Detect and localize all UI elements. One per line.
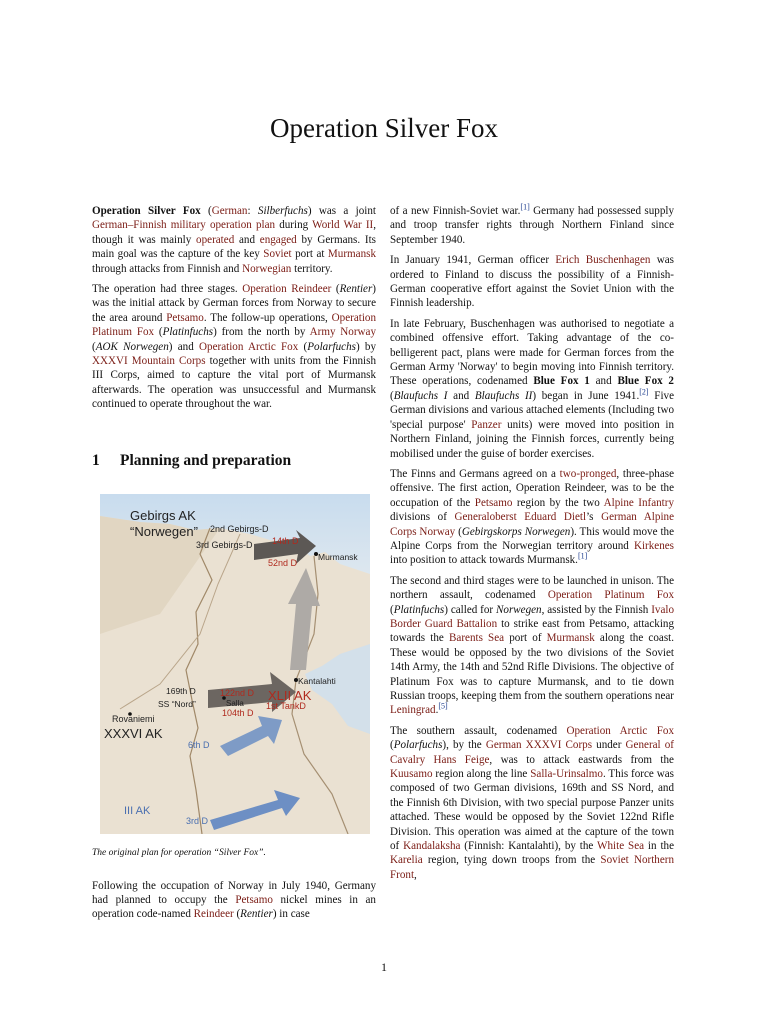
- operation-map: [100, 494, 370, 834]
- text-run: ) was the initial attack by German forces from Norway to secure the area around: [92, 283, 376, 324]
- wiki-link[interactable]: German–Finnish military operation plan: [92, 219, 276, 232]
- text-run: Operation Silver Fox: [92, 205, 201, 217]
- wiki-link[interactable]: operated: [196, 233, 235, 246]
- text-run: , though it was mainly: [92, 219, 376, 246]
- text-run: . The follow-up operations,: [203, 311, 332, 324]
- text-run: ), by the: [442, 739, 486, 752]
- text-run: Platinfuchs: [162, 326, 214, 339]
- text-run: Polarfuchs: [307, 340, 356, 353]
- citation-link[interactable]: [1]: [577, 551, 588, 561]
- text-run: (: [331, 283, 340, 296]
- text-run: divisions of: [390, 511, 455, 524]
- text-run: (: [390, 389, 394, 402]
- page-number: 1: [381, 960, 387, 974]
- text-run: .: [435, 704, 439, 717]
- text-run: port at: [291, 248, 328, 261]
- text-run: Blue Fox 2: [617, 375, 674, 388]
- wiki-link[interactable]: Kirkenes: [633, 539, 674, 552]
- text-run: . This force was composed of two German divisions, 169th and SS Nord, and the Finnish 6th Division, with two special purpose Panzer units attached. These would be opposed by the Soviet 122nd Rifle Division. This operation was aimed at the capture of the town of: [390, 768, 674, 853]
- wiki-link[interactable]: Norwegian: [242, 262, 292, 275]
- wiki-link[interactable]: Kandalaksha: [403, 840, 461, 853]
- map-1st-tankd: 1st TankD: [266, 701, 306, 712]
- map-murmansk: Murmansk: [318, 552, 358, 563]
- wiki-link[interactable]: Petsamo: [166, 311, 204, 324]
- wiki-link[interactable]: Erich Buschenhagen: [555, 254, 651, 267]
- text-run: territory.: [291, 262, 333, 275]
- wiki-link[interactable]: Salla-Urinsalmo: [530, 768, 603, 781]
- text-run: was ordered to Finland to discuss the possibility of a Finnish-German cooperative effort against the Soviet Union with the Finnish leadership.: [390, 254, 674, 310]
- text-run: ) was a joint: [307, 205, 376, 217]
- map-xxxvi-ak: XXXVI AK: [104, 726, 163, 742]
- map-104th-d: 104th D: [222, 708, 254, 719]
- text-run: Blaufuchs II: [474, 389, 533, 402]
- text-run: :: [247, 205, 258, 217]
- wiki-link[interactable]: Operation Arctic Fox: [566, 724, 674, 737]
- text-run: (: [390, 739, 394, 752]
- text-run: Blue Fox 1: [533, 375, 590, 388]
- text-run: ) began in June 1941.: [532, 389, 640, 402]
- map-salla: Salla: [226, 699, 244, 709]
- platinum-fox-paragraph: [390, 574, 674, 718]
- text-run: Blaufuchs I: [393, 389, 448, 402]
- text-run: region by the two: [512, 496, 604, 509]
- wiki-link[interactable]: White Sea: [597, 840, 645, 853]
- text-run: (: [154, 326, 163, 339]
- map-6th-d: 6th D: [188, 740, 210, 751]
- intro-paragraph: [92, 204, 376, 276]
- wiki-link[interactable]: two-pronged: [559, 467, 617, 480]
- text-run: port of: [504, 632, 547, 645]
- map-3rd-d: 3rd D: [186, 816, 209, 827]
- map-gebirgs-ak: Gebirgs AK: [130, 508, 196, 524]
- text-run: Norwegen: [496, 603, 542, 616]
- wiki-link[interactable]: Karelia: [390, 854, 423, 867]
- map-kantalahti: Kantalahti: [298, 676, 336, 687]
- text-run: ) and: [168, 340, 200, 353]
- text-run: in the: [644, 840, 674, 853]
- text-run: AOK Norwegen: [95, 340, 169, 353]
- text-run: nickel mines in an operation code-named: [92, 893, 376, 921]
- wiki-link[interactable]: Kuusamo: [390, 768, 433, 781]
- text-run: The operation had three stages.: [92, 283, 243, 296]
- text-run: (: [233, 908, 241, 921]
- text-run: The second and third stages were to be launched in unison. The northern assault, codenamed: [390, 574, 674, 602]
- map-14th-d: 14th D: [272, 536, 299, 547]
- supply-paragraph: [390, 204, 674, 247]
- text-run: (: [390, 603, 394, 616]
- text-run: , assisted by the Finnish: [541, 603, 652, 616]
- section-title: Planning and preparation: [120, 451, 292, 469]
- wiki-link[interactable]: Army Norway: [309, 326, 377, 339]
- right-column: [390, 204, 674, 888]
- citation-link[interactable]: [2]: [639, 387, 649, 397]
- wiki-link[interactable]: Leningrad: [390, 704, 436, 717]
- text-run: and: [589, 375, 618, 388]
- wiki-link[interactable]: Petsamo: [235, 893, 273, 906]
- text-run: ) from the north by: [213, 326, 310, 339]
- text-run: The Finns and Germans agreed on a: [390, 467, 560, 480]
- wiki-link[interactable]: Panzer: [471, 418, 502, 431]
- wiki-link[interactable]: General of Cavalry Hans Feige: [390, 739, 674, 766]
- text-run: (: [455, 525, 462, 538]
- text-run: ) called for: [444, 603, 496, 616]
- text-run: (: [92, 340, 96, 353]
- map-ss-nord: SS “Nord”: [158, 699, 196, 710]
- text-run: ) in case: [272, 908, 310, 921]
- wiki-link[interactable]: Operation Platinum Fox: [547, 589, 674, 602]
- text-run: to strike east from Petsamo, attacking towards the: [390, 617, 674, 645]
- text-run: region, tying down troops from the: [422, 854, 601, 867]
- wiki-link[interactable]: German: [211, 205, 248, 217]
- text-run: (Finnish: Kantalahti), by the: [460, 840, 598, 853]
- wiki-link[interactable]: Reindeer: [193, 908, 234, 921]
- map-2nd-gebirgs: 2nd Gebirgs-D: [210, 524, 269, 535]
- text-run: into position to attack towards Murmansk.: [390, 554, 578, 567]
- text-run: of a new Finnish-Soviet war.: [390, 205, 521, 217]
- map-52nd-d: 52nd D: [268, 558, 298, 569]
- wiki-link[interactable]: engaged: [259, 233, 297, 246]
- left-column: [92, 204, 376, 928]
- text-run: by Germans. Its main goal was the capture of the key: [92, 233, 376, 261]
- text-run: In January 1941, German officer: [390, 254, 556, 267]
- buschenhagen-paragraph: [390, 253, 674, 311]
- text-run: region along the line: [432, 768, 531, 781]
- map-169th-d: 169th D: [166, 686, 196, 697]
- offensive-paragraph: [390, 467, 674, 568]
- map-122nd-d: 122nd D: [220, 688, 255, 699]
- page-title: Operation Silver Fox: [270, 113, 498, 143]
- section-number: 1: [92, 451, 100, 469]
- wiki-link[interactable]: World War II: [312, 219, 374, 232]
- text-run: Following the occupation of Norway in July 1940, Germany had planned to occupy the: [92, 879, 376, 906]
- text-run: under: [592, 739, 626, 752]
- wiki-link[interactable]: Operation Arctic Fox: [199, 340, 299, 353]
- map-caption: The original plan for operation “Silver Fox”.: [92, 848, 266, 859]
- wiki-link[interactable]: German XXXVI Corps: [485, 739, 593, 752]
- stages-paragraph: [92, 282, 376, 412]
- map-xlii-ak: XLII AK: [268, 688, 312, 704]
- wiki-link[interactable]: Petsamo: [474, 496, 513, 509]
- wiki-link[interactable]: German Alpine Corps Norway: [390, 511, 674, 538]
- text-run: , was to attack eastwards from the: [489, 753, 674, 766]
- text-run: In late February, Buschenhagen was authorised to negotiate a combined offensive effort. Taking advantage of the co-belligerent pact, plans were made for German forces from the German Army 'Norway' to begin moving into Finnish territory. These operations, codenamed: [390, 317, 674, 388]
- wiki-link[interactable]: Murmansk: [327, 248, 376, 261]
- arctic-fox-paragraph: [390, 724, 674, 882]
- map-iii-ak: III AK: [124, 805, 151, 818]
- text-run: together with units from the Finnish III Corps, aimed to capture the vital port of Murmansk afterwards. The operation was unsuccessful and Murmansk continued to operate throughout the war.: [92, 355, 376, 411]
- citation-link[interactable]: [1]: [520, 202, 530, 212]
- map-rovaniemi: Rovaniemi: [112, 714, 155, 725]
- text-run: (: [200, 205, 212, 217]
- text-run: ) by: [355, 340, 376, 353]
- text-run: units) were moved into position in Northern Finland, joining the Finnish forces, currently being mobilised under the guise of border exercises.: [390, 418, 675, 460]
- wiki-link[interactable]: Generaloberst Eduard Dietl: [454, 511, 587, 524]
- text-run: ,: [414, 868, 417, 881]
- text-run: The southern assault, codenamed: [390, 724, 567, 737]
- text-run: and: [447, 389, 475, 402]
- text-run: , three-phase offensive. The first action, Operation Reindeer, was to be the occupation of the: [390, 467, 675, 509]
- text-run: Rentier: [339, 283, 373, 296]
- text-run: Platinfuchs: [393, 603, 445, 616]
- blue-fox-paragraph: [390, 317, 674, 461]
- wiki-link[interactable]: Soviet: [263, 248, 292, 261]
- wiki-link[interactable]: Barents Sea: [449, 632, 505, 645]
- text-run: and: [234, 233, 260, 246]
- wiki-link[interactable]: Operation Reindeer: [242, 283, 332, 296]
- citation-link[interactable]: [5]: [438, 701, 448, 711]
- text-run: through attacks from Finnish and: [92, 262, 243, 275]
- map-3rd-gebirgs: 3rd Gebirgs-D: [196, 540, 253, 551]
- text-run: ). This would move the Alpine Corps from the Norwegian territory around: [390, 525, 674, 552]
- text-run: ’s: [586, 511, 602, 524]
- text-run: Germany had possessed supply and troop transfer rights through Northern Finland since September 1940.: [390, 205, 674, 246]
- map-norwegen: “Norwegen”: [130, 524, 198, 540]
- map-figure: [100, 494, 370, 834]
- text-run: Gebirgskorps Norwegen: [461, 525, 571, 538]
- wiki-link[interactable]: Soviet Northern Front: [390, 854, 674, 881]
- text-run: (: [298, 340, 308, 353]
- wiki-link[interactable]: Ivalo Border Guard Battalion: [390, 603, 675, 630]
- text-run: Rentier: [240, 908, 273, 921]
- wiki-link[interactable]: Operation Platinum Fox: [92, 311, 376, 339]
- text-run: Silberfuchs: [257, 205, 308, 217]
- text-run: Polarfuchs: [393, 739, 443, 752]
- wiki-link[interactable]: Alpine Infantry: [603, 496, 674, 509]
- occupation-paragraph: [92, 879, 376, 922]
- wiki-link[interactable]: XXXVI Mountain Corps: [92, 355, 206, 368]
- text-run: along the coast. These would be opposed by the two divisions of the Soviet 14th Army, the 14th and 52nd Rifle Divisions. The objective of Platinum Fox was to capture Murmansk, and to tie down Russian troops, keeping them from the southern operations near: [390, 632, 674, 702]
- wiki-link[interactable]: Murmansk: [546, 632, 595, 645]
- section-heading: [92, 451, 376, 469]
- text-run: during: [275, 219, 313, 232]
- text-run: Five German divisions and various attached elements (Including two 'special purpose': [390, 389, 674, 431]
